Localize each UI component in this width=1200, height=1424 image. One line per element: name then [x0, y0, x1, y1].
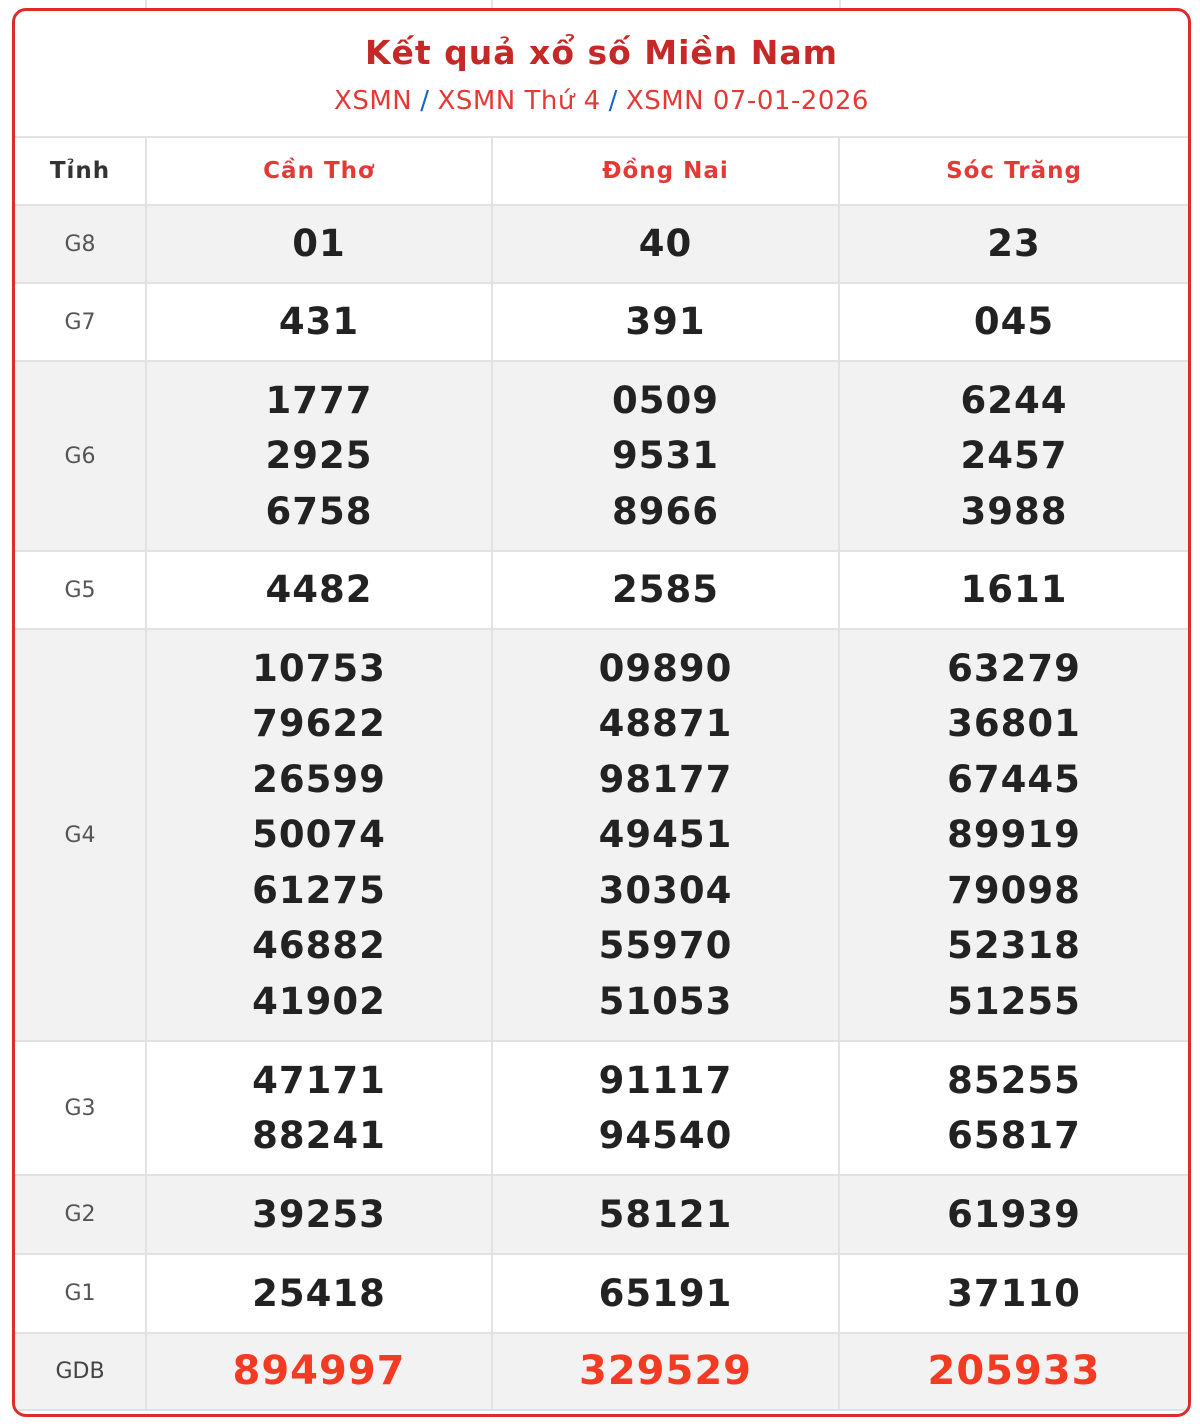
breadcrumb	[15, 86, 1188, 116]
prize-label: G8	[15, 205, 146, 283]
column-header-soc-trang[interactable]: Sóc Trăng	[839, 138, 1188, 205]
column-header-dong-nai[interactable]: Đồng Nai	[492, 138, 839, 205]
prize-label: G6	[15, 361, 146, 551]
prize-number: 79622	[252, 702, 386, 746]
prize-number: 0509	[612, 378, 719, 422]
result-cell	[839, 361, 1188, 551]
prize-number: 79098	[947, 868, 1081, 912]
prize-number: 49451	[598, 813, 733, 857]
prize-row-g2	[15, 1175, 1188, 1254]
prize-number: 65817	[947, 1114, 1081, 1157]
prize-number: 01	[292, 222, 346, 266]
result-cell	[146, 205, 492, 283]
prize-number: 46882	[252, 924, 386, 968]
result-cell	[492, 205, 839, 283]
lottery-result-card	[12, 8, 1191, 1417]
prize-number: 37110	[947, 1271, 1081, 1315]
results-body	[15, 205, 1188, 1410]
prize-label: G4	[15, 629, 146, 1041]
prize-number: 391	[625, 300, 706, 344]
result-header	[15, 11, 1188, 138]
prize-number: 61275	[252, 868, 386, 912]
prize-row-g4	[15, 629, 1188, 1041]
prize-label: G1	[15, 1254, 146, 1333]
prize-label: G5	[15, 551, 146, 629]
prize-number: 2585	[612, 568, 719, 612]
prize-row-g7	[15, 283, 1188, 361]
prize-number: 85255	[947, 1058, 1081, 1102]
result-cell	[146, 1254, 492, 1333]
result-cell	[839, 283, 1188, 361]
result-cell	[839, 551, 1188, 629]
prize-row-gdb	[15, 1333, 1188, 1410]
result-cell	[839, 629, 1188, 1041]
prize-number: 63279	[947, 646, 1081, 690]
prize-row-g5	[15, 551, 1188, 629]
result-cell	[839, 1333, 1188, 1410]
prize-number: 89919	[947, 813, 1081, 857]
result-cell	[146, 1041, 492, 1175]
breadcrumb-link-xsmn-date[interactable]: XSMN 07-01-2026	[625, 86, 869, 116]
result-cell	[146, 361, 492, 551]
column-header-province: Tỉnh	[15, 138, 146, 205]
prize-number: 2925	[265, 434, 373, 478]
prize-number: 23	[987, 222, 1041, 266]
result-cell	[146, 551, 492, 629]
result-cell	[492, 361, 839, 551]
prize-number: 50074	[252, 813, 386, 857]
prize-number: 6758	[265, 489, 373, 533]
result-cell	[492, 629, 839, 1041]
result-cell	[492, 1175, 839, 1254]
prize-number: 9531	[612, 434, 719, 478]
special-prize-number: 894997	[232, 1347, 406, 1394]
prize-number: 39253	[252, 1192, 386, 1236]
results-table	[15, 138, 1188, 1411]
prize-number: 51255	[947, 979, 1081, 1023]
prize-number: 4482	[265, 568, 373, 612]
result-cell	[492, 1333, 839, 1410]
breadcrumb-separator: /	[608, 86, 618, 116]
prize-number: 09890	[598, 646, 733, 690]
prize-number: 52318	[947, 924, 1081, 968]
prize-number: 94540	[598, 1114, 733, 1157]
column-header-can-tho[interactable]: Cần Thơ	[146, 138, 492, 205]
breadcrumb-link-xsmn[interactable]: XSMN	[334, 86, 413, 116]
breadcrumb-link-xsmn-weekday[interactable]: XSMN Thứ 4	[437, 86, 601, 116]
special-prize-number: 205933	[927, 1347, 1101, 1394]
prize-label: G3	[15, 1041, 146, 1175]
prize-row-g8	[15, 205, 1188, 283]
table-header-row	[15, 138, 1188, 205]
prize-number: 98177	[598, 757, 733, 801]
breadcrumb-separator: /	[420, 86, 430, 116]
prize-label: GDB	[15, 1333, 146, 1410]
prize-number: 67445	[947, 757, 1081, 801]
prize-number: 88241	[252, 1114, 386, 1157]
result-cell	[146, 629, 492, 1041]
prize-number: 431	[278, 300, 360, 344]
result-cell	[146, 283, 492, 361]
prize-number: 8966	[612, 489, 719, 533]
prize-number: 36801	[947, 702, 1081, 746]
prize-number: 2457	[960, 434, 1068, 478]
special-prize-number: 329529	[579, 1347, 752, 1394]
prize-number: 1777	[265, 378, 373, 422]
result-cell	[839, 1175, 1188, 1254]
prize-row-g1	[15, 1254, 1188, 1333]
prize-number: 61939	[947, 1192, 1081, 1236]
result-cell	[492, 1254, 839, 1333]
prize-number: 40	[638, 222, 693, 266]
prize-number: 6244	[960, 378, 1068, 422]
prize-number: 10753	[252, 646, 386, 690]
prize-number: 26599	[252, 757, 386, 801]
prize-number: 91117	[598, 1058, 733, 1102]
result-cell	[839, 205, 1188, 283]
prize-number: 51053	[598, 979, 733, 1023]
prize-number: 045	[973, 300, 1055, 344]
prize-number: 47171	[252, 1058, 386, 1102]
page-title: Kết quả xổ số Miền Nam	[364, 33, 839, 72]
result-cell	[146, 1175, 492, 1254]
result-cell	[492, 1041, 839, 1175]
prize-row-g6	[15, 361, 1188, 551]
prize-number: 58121	[598, 1192, 733, 1236]
result-cell	[146, 1333, 492, 1410]
prize-number: 41902	[252, 979, 386, 1023]
prize-number: 30304	[598, 868, 733, 912]
prize-number: 55970	[598, 924, 733, 968]
result-cell	[492, 283, 839, 361]
result-cell	[839, 1041, 1188, 1175]
prize-number: 3988	[960, 489, 1068, 533]
prize-number: 1611	[960, 568, 1068, 612]
prize-number: 48871	[598, 702, 733, 746]
prize-label: G2	[15, 1175, 146, 1254]
prize-row-g3	[15, 1041, 1188, 1175]
prize-label: G7	[15, 283, 146, 361]
prize-number: 25418	[252, 1271, 386, 1315]
result-cell	[839, 1254, 1188, 1333]
prize-number: 65191	[598, 1271, 733, 1315]
result-cell	[492, 551, 839, 629]
